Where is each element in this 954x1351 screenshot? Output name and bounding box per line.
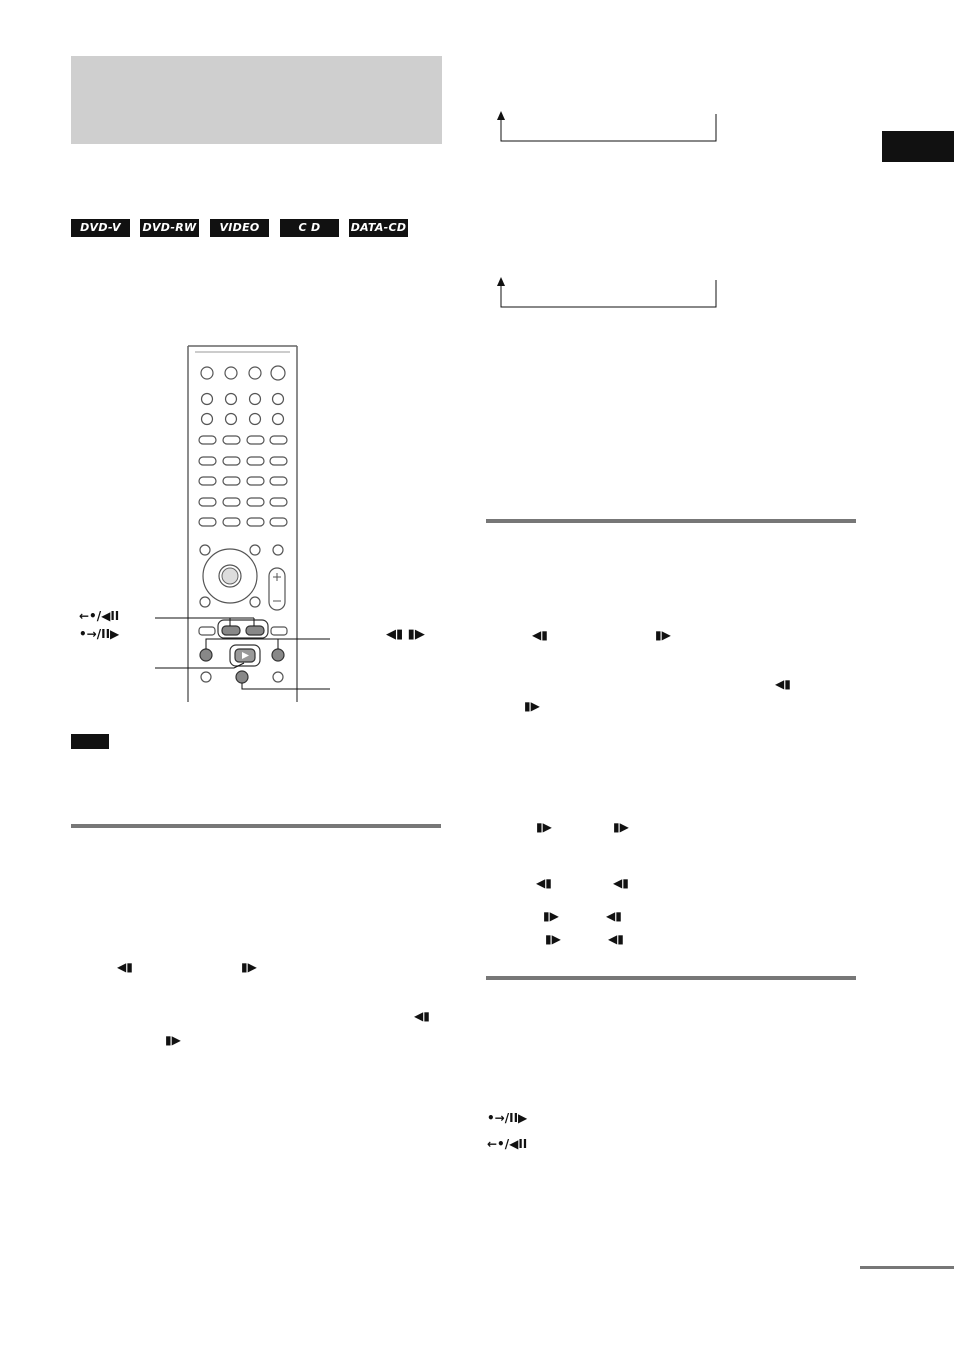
rev-icon: ◀▮ bbox=[536, 876, 552, 890]
disc-badge-video-cd: VIDEO CD bbox=[210, 219, 269, 237]
rev-icon: ◀▮ bbox=[117, 960, 133, 974]
advance-button-label: •→/II▶ bbox=[487, 1111, 528, 1125]
remote-control-illustration bbox=[150, 340, 450, 705]
note-badge bbox=[71, 734, 109, 749]
rev-icon: ◀▮ bbox=[532, 628, 548, 642]
disc-badge-dvd-v: DVD-V bbox=[71, 219, 130, 237]
rev-icon: ◀▮ bbox=[608, 932, 624, 946]
fwd-icon: ▮▶ bbox=[536, 820, 552, 834]
section-rule-left bbox=[71, 824, 441, 828]
continued-rule bbox=[860, 1266, 954, 1269]
remote-label-replay: ←•/◀II bbox=[79, 609, 120, 623]
fwd-icon: ▮▶ bbox=[165, 1033, 181, 1047]
disc-badge-data-cd: DATA-CD bbox=[349, 219, 408, 237]
fwd-icon: ▮▶ bbox=[545, 932, 561, 946]
rev-icon: ◀▮ bbox=[613, 876, 629, 890]
rev-icon: ◀▮ bbox=[775, 677, 791, 691]
remote-label-advance: •→/II▶ bbox=[79, 627, 120, 641]
disc-badge-cd: C D bbox=[280, 219, 339, 237]
fwd-icon: ▮▶ bbox=[543, 909, 559, 923]
flow-loop-diagram-2 bbox=[490, 274, 724, 314]
section-rule-right-2 bbox=[486, 976, 856, 980]
fwd-icon: ▮▶ bbox=[613, 820, 629, 834]
replay-button-label: ←•/◀II bbox=[487, 1137, 528, 1151]
flow-loop-diagram-1 bbox=[490, 108, 724, 148]
chapter-side-tab bbox=[882, 131, 954, 162]
fwd-icon: ▮▶ bbox=[655, 628, 671, 642]
rev-icon: ◀▮ bbox=[414, 1009, 430, 1023]
section-rule-right-1 bbox=[486, 519, 856, 523]
remote-label-scan: ◀▮ ▮▶ bbox=[386, 627, 425, 642]
fwd-icon: ▮▶ bbox=[524, 699, 540, 713]
disc-badge-dvd-rw: DVD-RW bbox=[140, 219, 199, 237]
section-title-box bbox=[71, 56, 442, 144]
fwd-icon: ▮▶ bbox=[241, 960, 257, 974]
rev-icon: ◀▮ bbox=[606, 909, 622, 923]
